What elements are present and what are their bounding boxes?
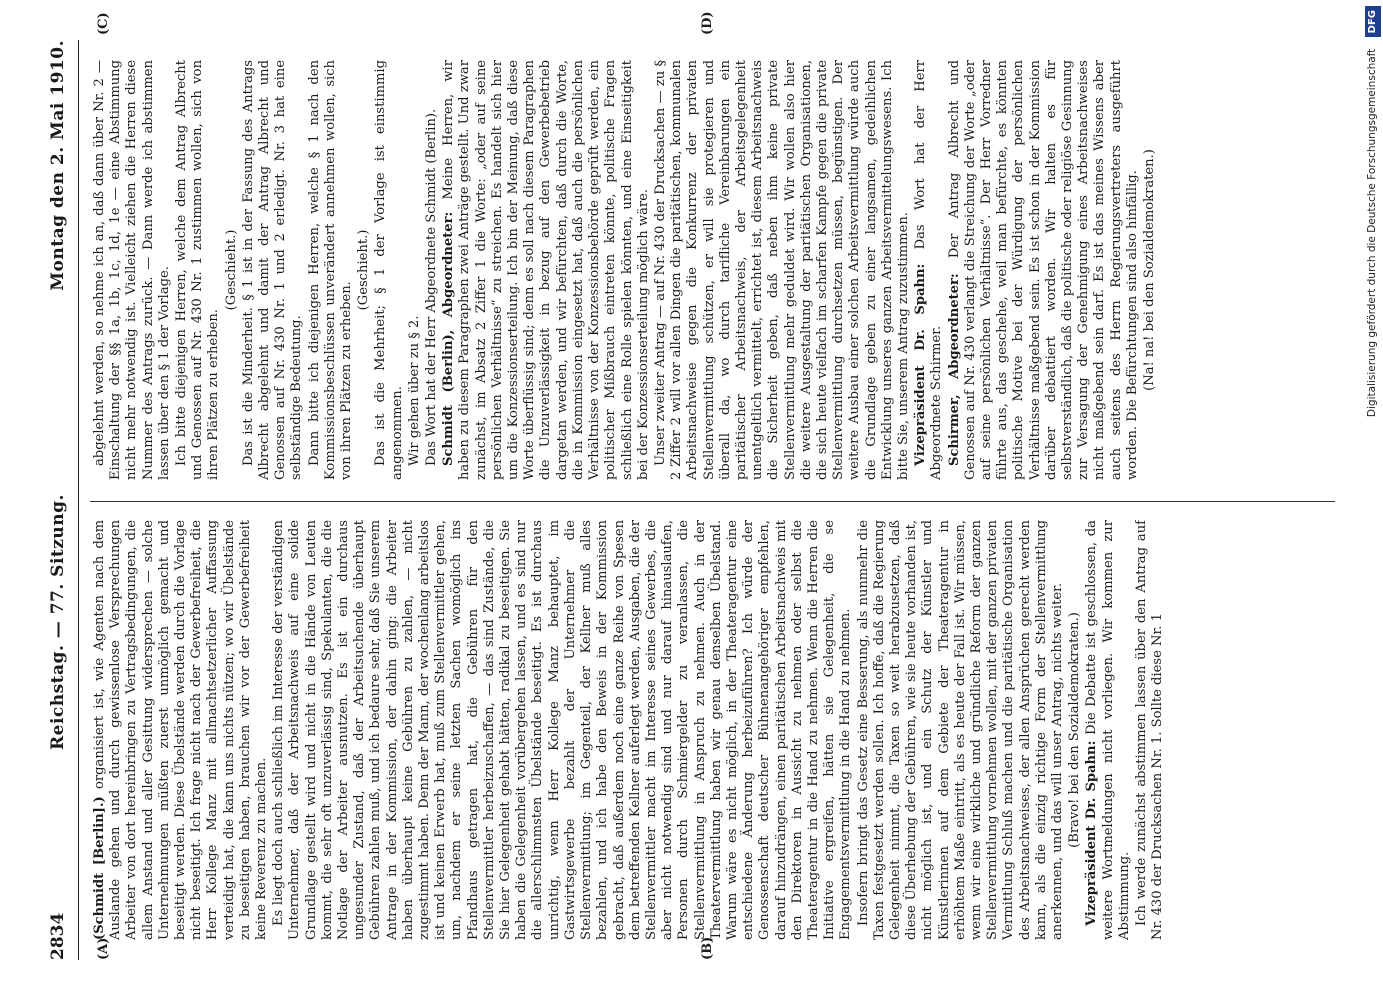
margin-label-b: (B) (700, 936, 715, 960)
paragraph (241, 60, 306, 480)
paragraph (92, 60, 173, 480)
paragraph-text: Das Wort hat der Herr Abgeordnete Schmidt (Berlin). (424, 108, 440, 466)
paragraph-text: Insofern bringt das Gesetz eine Besserung, als nunmehr die Taxen festgesetzt werden sollen. Ich hoffe, daß die Regierung Gelegenheit nimmt, die Taxen so weit herabzusetzen, daß diese Überhebung der Gebühren, wie sie heute vorhanden ist, nicht möglich ist, und ein Schutz der Künstler und Künstlerinnen auf dem Gebiete der Theateragentur in erhöhtem Maße eintritt, als es heute der Fall ist. Wir müssen, wenn wir eine wirkliche und gründliche Reform der ganzen Stellenvermittlung vornehmen wollen, mit der ganzen privaten Vermittlung Schluß machen und die paritätische Organisation des Arbeitsnachweises, der allen Ansprüchen gerecht werden kann, als die einzig richtige Form der Stellenvermittlung anerkennen, und das will unser Antrag, nichts weiter. (855, 520, 1065, 940)
stage-direction-text: (Geschieht.) (356, 229, 372, 311)
paragraph (947, 60, 1141, 480)
running-header (38, 40, 79, 960)
left-text-column (92, 520, 1332, 940)
paragraph-text: abgelehnt werden, so nehme ich an, daß dann über Nr. 2 — Einschaltung der §§ 1a, 1b, 1c, 1d, 1e — eine Abstimmung nicht mehr notwendig ist. Vielleicht ziehen die Herren diese Nummer des Antrags zurück. — Dann werde ich abstimmen lassen über den § 1 der Vorlage. (92, 60, 172, 480)
column-divider (90, 501, 1335, 502)
speaker-name: Schirmer, Abgeordneter: (946, 273, 962, 466)
paragraph (1084, 520, 1133, 940)
paragraph (92, 520, 270, 940)
paragraph-text: Meine Herren, wir haben zu diesem Paragraphen zwei Anträge gestellt. Und zwar zunächst, im Absatz 2 Ziffer 1 die Worte: „oder auf seine persönlichen Verhältnisse“ zu streichen. Es handelt sich hier um die Konzessionserteilung. Ich bin der Meinung, daß diese Worte überflüssig sind; denn es soll nach diesem Paragraphen die Unzuverlässigkeit in bezug auf den Gewerbebetrieb dargetan werden, und wir befürchten, daß durch die Worte, die in Kommission eingesetzt hat, daß auch die persönlichen Verhältnisse von der Konzessionsbehörde geprüft werden, ein politischer Mißbrauch eintreten könnte, politische Fragen schließlich eine Rolle spielen könnten, und eine Einseitigkeit bei der Konzessionserteilung möglich wäre. (441, 60, 651, 480)
paragraph (856, 520, 1067, 940)
paragraph (307, 60, 356, 480)
paragraph (441, 60, 652, 480)
paragraph-text: Das Wort hat der Herr Abgeordnete Schirmer. (913, 60, 945, 480)
stage-direction (1067, 520, 1083, 940)
paragraph-text: organisiert ist, wie Agenten nach dem Auslande gehen und durch gewissenlose Versprechungen Arbeiter von dort hereinbringen zu Vertragsbedingungen, die allem Anstand und aller Gesittung widersprechen — solche Unternehmungen müßten zuerst unmöglich gemacht und beseitigt werden. Diese Übelstände werden durch die Vorlage nicht beseitigt. Ich frage nicht nach der Gewerbefreiheit, die Herr Kollege Manz mit allmachtsetzerlicher Auffassung verteidigt hat, die kann uns nichts nützen; wo wir Übelstände zu beseitigen haben, brauchen wir vor der Gewerbefreiheit keine Reverenz zu machen. (92, 520, 270, 940)
speaker-name: Schmidt (Berlin), Abgeordneter: (441, 211, 457, 466)
page-number: 2834 (48, 912, 68, 960)
paragraph-text: Der Antrag Albrecht und Genossen auf Nr. 430 verlangt die Streichung der Worte „oder auf seine persönlichen Verhältnisse“. Der Herr Vorredner führte aus, das geschehe, weil man befürchte, es könnten politische Motive bei der Würdigung der persönlichen Verhältnisse maßgebend sein. Es ist schon in der Kommission darüber debattiert worden. Wir halten es für selbstverständlich, daß die politische oder religiöse Gesinnung zur Versagung der Genehmigung eines Arbeitsnachweises nicht maßgebend sein darf. Es ist das meines Wissens aber auch seitens des Herrn Regierungsvertreters ausgeführt worden. Die Befürchtungen sind also hinfällig. (946, 60, 1140, 480)
paragraph-text: Dann bitte ich diejenigen Herren, welche § 1 nach den Kommissionsbeschlüssen unverändert annehmen wollen, sich von ihren Plätzen zu erheben. (306, 60, 355, 480)
stage-direction (224, 60, 240, 480)
paragraph-text: Wir gehen über zu § 2. (406, 315, 422, 466)
right-text-column (92, 60, 1332, 480)
margin-label-a: (A) (96, 937, 111, 960)
paragraph (373, 60, 405, 480)
stage-direction-text: (Na! na! bei den Sozialdemokraten.) (1142, 149, 1157, 391)
continuation-tag: (Schmidt [Berlin].) (92, 796, 107, 940)
paragraph (424, 60, 440, 480)
speaker-name: Vizepräsident Dr. Spahn: (913, 263, 929, 466)
paragraph-text: Die Debatte ist geschlossen, da weitere Wortmeldungen nicht vorliegen. Wir kommen zur Abstimmung. (1084, 520, 1132, 940)
paragraph (653, 60, 912, 480)
stage-direction-text: (Bravo! bei den Sozialdemokraten.) (1067, 612, 1083, 848)
margin-label-d: (D) (700, 11, 715, 35)
paragraph (271, 520, 854, 940)
running-date: Montag den 2. Mai 1910. (48, 40, 68, 291)
speaker-name: Vizepräsident Dr. Spahn: (1084, 740, 1100, 926)
margin-label-c: (C) (96, 12, 111, 35)
paragraph-text: Unser zweiter Antrag — auf Nr. 430 der Drucksachen — zu § 2 Ziffer 2 will vor allen Dingen die paritätischen, kommunalen Arbeitsnachweise gegen die Konkurrenz der privaten Stellenvermittlung schützen, er will sie protegieren und überall da, wo durch tarifliche Vereinbarungen ein paritätischer Arbeitsnachweis, der Arbeitsgelegenheit unentgeltlich vermittelt, errichtet ist, diesem Arbeitsnachweis die Sicherheit geben, daß neben ihm keine private Stellenvermittlung mehr geduldet wird. Wir wollen also hier die weitere Ausgestaltung der paritätischen Organisationen, die sich heute vielfach im scharfen Kampfe gegen die private Stellenvermittlung durchsetzen müssen, begünstigen. Der weitere Ausbau einer solchen Arbeitsvermittlung würde auch die Grundlage geben zu einer langsamen, gedeihlichen Entwicklung unseres ganzen Arbeitsvermittelungswesens. Ich bitte Sie, unserem Antrag zuzustimmen. (652, 60, 911, 480)
paragraph-text: Ich werde zunächst abstimmen lassen über den Antrag auf Nr. 430 der Drucksachen Nr. 1. Sollte diese Nr. 1 (1134, 520, 1166, 940)
paragraph-text: Es liegt doch auch schließlich im Interesse der verständigen Unternehmer, daß der Arbeitsnachweis auf eine solide Grundlage gestellt wird und nicht in die Hände von Leuten kommt, die sehr oft unzuverlässig sind, Spekulanten, die die Notlage der Arbeiter ausnutzen. Es ist ein durchaus ungesunder Zustand, daß der Arbeitsuchende überhaupt Gebühren zahlen muß, und ich bedaure sehr, daß Sie unserem Antrage in der Kommission, der dahin ging: die Arbeiter haben überhaupt keine Gebühren zu zahlen, — nicht zugestimmt haben. Denn der Mann, der wochenlang arbeitslos ist und keinen Erwerb hat, muß zum Stellenvermittler gehen, um, nachdem er seine letzten Sachen womöglich ins Pfandhaus getragen hat, die Gebühren für den Stellenvermittler herbeizuschaffen, — das sind Zustände, die Sie hier Gelegenheit gehabt hätten, radikal zu beseitigen. Sie haben die Gelegenheit vorübergehen lassen, und es sind nur die allerschlimmsten Übelstände beseitigt. Es ist durchaus unrichtig, wenn Herr Kollege Manz behauptet, im Gastwirtsgewerbe bezahlt der Unternehmer die Stellenvermittlung; im Gegenteil, der Kellner muß alles bezahlen, und ich habe den Beweis in der Kommission gebracht, daß außerdem noch eine ganze Reihe von Spesen dem betreffenden Kellner auferlegt werden, Ausgaben, die der Stellenvermittler macht im Interesse seines Gewerbes, die aber nicht notwendig sind und nur darauf hinauslaufen, Personen durch Schmiergelder zu veranlassen, die Stellenvermittlung in Anspruch zu nehmen. Auch in der Theatervermittlung haben wir genau denselben Übelstand. Warum wäre es nicht möglich, in der Theateragentur eine entschiedene Änderung herbeizuführen? Ich würde der Genossenschaft deutscher Bühnenangehöriger empfehlen, darauf hinzudrängen, einen paritätischen Arbeitsnachweis mit den Direktoren in Aussicht zu nehmen oder selbst die Theateragentur in die Hand zu nehmen. Wenn die Herren die Initiative ergreifen, hätten sie Gelegenheit, die se Engagementsvermittlung in die Hand zu nehmen. (271, 520, 854, 940)
stage-direction-text: (Geschieht.) (223, 229, 239, 311)
paragraph (1134, 520, 1166, 940)
paragraph (913, 60, 945, 480)
paragraph (407, 60, 423, 480)
paragraph-text: Das ist die Mehrheit; § 1 der Vorlage ist einstimmig angenommen. (373, 60, 405, 480)
paragraph-text: Das ist die Minderheit. § 1 ist in der Fassung des Antrags Albrecht abgelehnt und damit der Antrag Albrecht und Genossen auf Nr. 430 Nr. 1 und 2 erledigt. Nr. 3 hat eine selbständige Bedeutung. (240, 60, 305, 480)
stage-direction (356, 60, 372, 480)
paragraph-text: Ich bitte diejenigen Herren, welche dem Antrag Albrecht und Genossen auf Nr. 430 Nr. 1 zustimmen wollen, sich von ihren Plätzen zu erheben. (174, 60, 222, 480)
running-title: Reichstag. — 77. Sitzung. (48, 494, 68, 750)
credit-text: Digitalisierung gefördert durch die Deutsche Forschungsgemeinschaft (1366, 48, 1378, 418)
dfg-logo: DFG (1365, 6, 1381, 37)
paragraph (174, 60, 223, 480)
stage-direction (1142, 60, 1158, 480)
digitization-credit (1358, 6, 1378, 994)
